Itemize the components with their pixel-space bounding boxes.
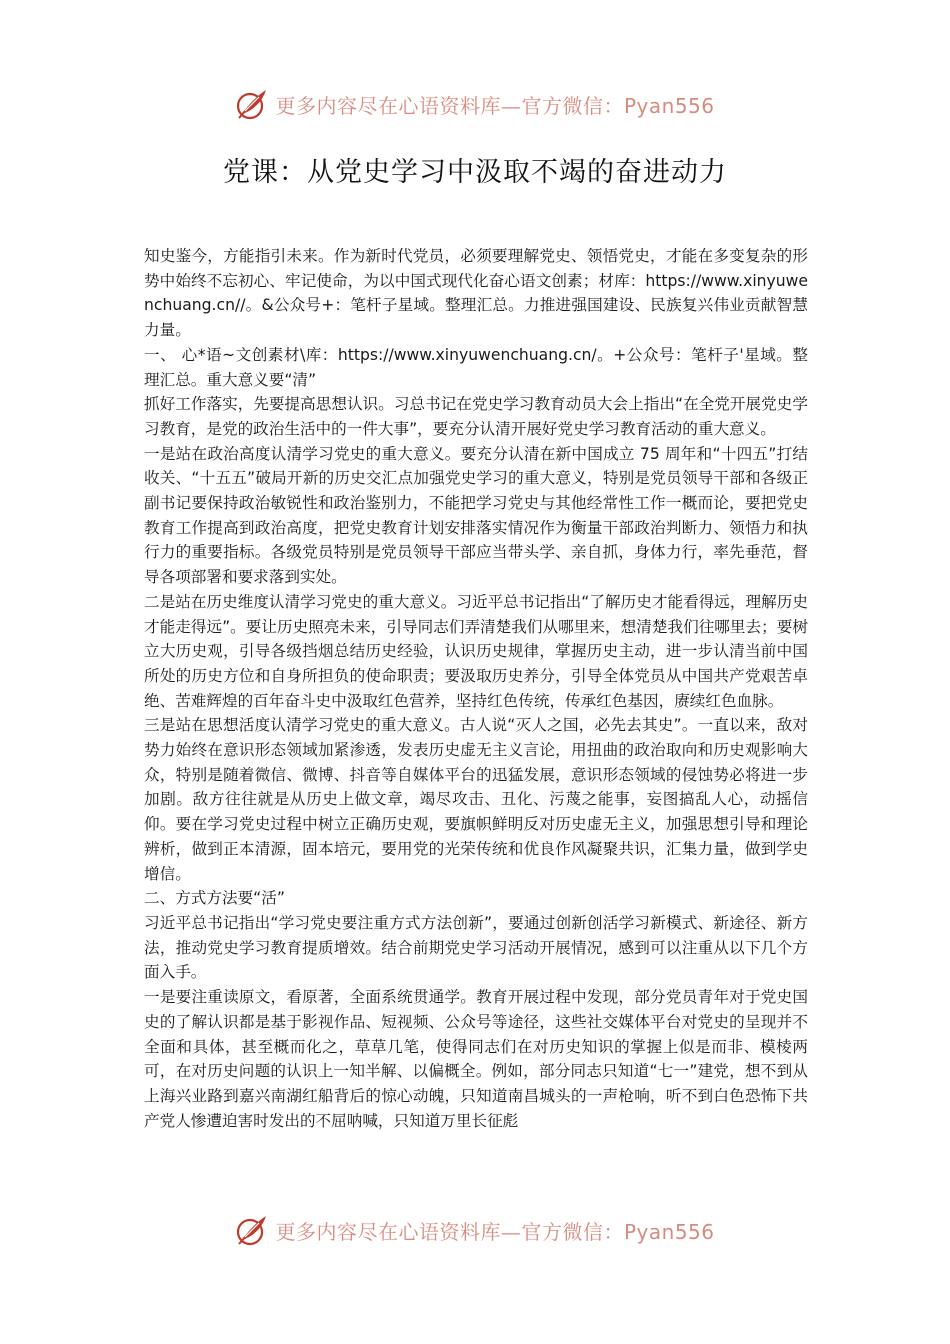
document-title: 党课：从党史学习中汲取不竭的奋进动力 xyxy=(223,157,727,188)
banner-text: 更多内容尽在心语资料库—官方微信：Pyan556 xyxy=(275,1219,715,1244)
feather-pen-logo-icon xyxy=(235,87,269,121)
banner-text: 更多内容尽在心语资料库—官方微信：Pyan556 xyxy=(275,93,715,118)
paragraph: 二是站在历史维度认清学习党史的重大意义。习近平总书记指出“了解历史才能看得远，理解历史才能走得远”。要让历史照亮未来，引导同志们弄清楚我们从哪里来，想清楚我们往哪里去；要树立大历史观，引导各级挡烟总结历史经验，认识历史规律，掌握历史主动，进一步认清当前中国所处的历史方位和自身所担负的使命职责；要汲取历史养分，引导全体党员从中国共产党艰苦卓绝、苦难辉煌的百年奋斗史中汲取红色营养，坚持红色传统，传承红色基因，赓续红色血脉。 xyxy=(144,592,808,710)
paragraph: 三是站在思想活度认清学习党史的重大意义。古人说“灭人之国，必先去其史”。一直以来，敌对势力始终在意识形态领域加紧渗透，发表历史虚无主义言论，用扭曲的政治取向和历史观影响大众，特别是随着微信、微博、抖音等自媒体平台的迅猛发展，意识形态领域的侵蚀势必将进一步加剧。敌方往往就是从历史上做文章，竭尽攻击、丑化、污蔑之能事，妄图搞乱人心，动摇信仰。要在学习党史过程中树立正确历史观，要旗帜鲜明反对历史虚无主义，加强思想引导和理论辨析，做到正本清源，固本培元，要用党的光荣传统和优良作风凝聚共识，汇集力量，做到学史增信。 xyxy=(144,716,808,883)
paragraph: 一是站在政治高度认清学习党史的重大意义。要充分认清在新中国成立 75 周年和“十四五”打结收关、“十五五”破局开新的历史交汇点加强党史学习的重大意义，特别是党员领导干部和各级正副书记要保持政治敏锐性和政治鉴别力，不能把学习党史与其他经常性工作一概而论，要把党史教育工作提高到政治高度，把党史教育计划安排落实情况作为衡量干部政治判断力、领悟力和执行力的重要指标。各级党员特别是党员领导干部应当带头学、亲自抓，身体力行，率先垂范，督导各项部署和要求落到实处。 xyxy=(144,444,808,587)
footer-banner xyxy=(0,1210,950,1250)
header-banner xyxy=(0,84,950,124)
wechat-account: Pyan556 xyxy=(623,1219,715,1244)
paragraph-intro: 知史鉴今，方能指引未来。作为新时代党员，必须要理解党史、领悟党史，才能在多变复杂的形势中始终不忘初心、牢记使命，为以中国式现代化奋心语文创素；材库：https://www.xinyuwenchuang.cn//。&公众号+：笔杆子星域。整理汇总。力推进强国建设、民族复兴伟业贡献智慧力量。 xyxy=(144,247,808,340)
section-heading-2: 二、方式方法要“活” xyxy=(144,889,285,908)
paragraph: 习近平总书记指出“学习党史要注重方式方法创新”，要通过创新创活学习新模式、新途径、新方法，推动党史学习教育提质增效。结合前期党史学习活动开展情况，感到可以注重从以下几个方面入手。 xyxy=(144,913,808,982)
paragraph: 一是要注重读原文，看原著，全面系统贯通学。教育开展过程中发现，部分党员青年对于党史国史的了解认识都是基于影视作品、短视频、公众号等途径，这些社交媒体平台对党史的呈现并不全面和具体，甚至概而化之，草草几笔，使得同志们在对历史知识的掌握上似是而非、模棱两可，在对历史问题的认识上一知半解、以偏概全。例如，部分同志只知道“七一”建党，想不到从上海兴业路到嘉兴南湖红船背后的惊心动魄，只知道南昌城头的一声枪响，听不到白色恐怖下共产党人惨遭迫害时发出的不屈呐喊，只知道万里长征彪 xyxy=(144,988,808,1130)
wechat-account: Pyan556 xyxy=(623,93,715,118)
paragraph: 抓好工作落实，先要提高思想认识。习总书记在党史学习教育动员大会上指出“在全党开展党史学习教育，是党的政治生活中的一件大事”，要充分认清开展好党史学习教育活动的重大意义。 xyxy=(144,395,808,438)
section-heading-1: 一、 心*语~文创素材\库：https://www.xinyuwenchuang.cn/。+公众号：笔杆子'星域。整理汇总。重大意义要“清” xyxy=(144,345,808,389)
document-body xyxy=(144,244,808,1133)
feather-pen-logo-icon xyxy=(235,1213,269,1247)
